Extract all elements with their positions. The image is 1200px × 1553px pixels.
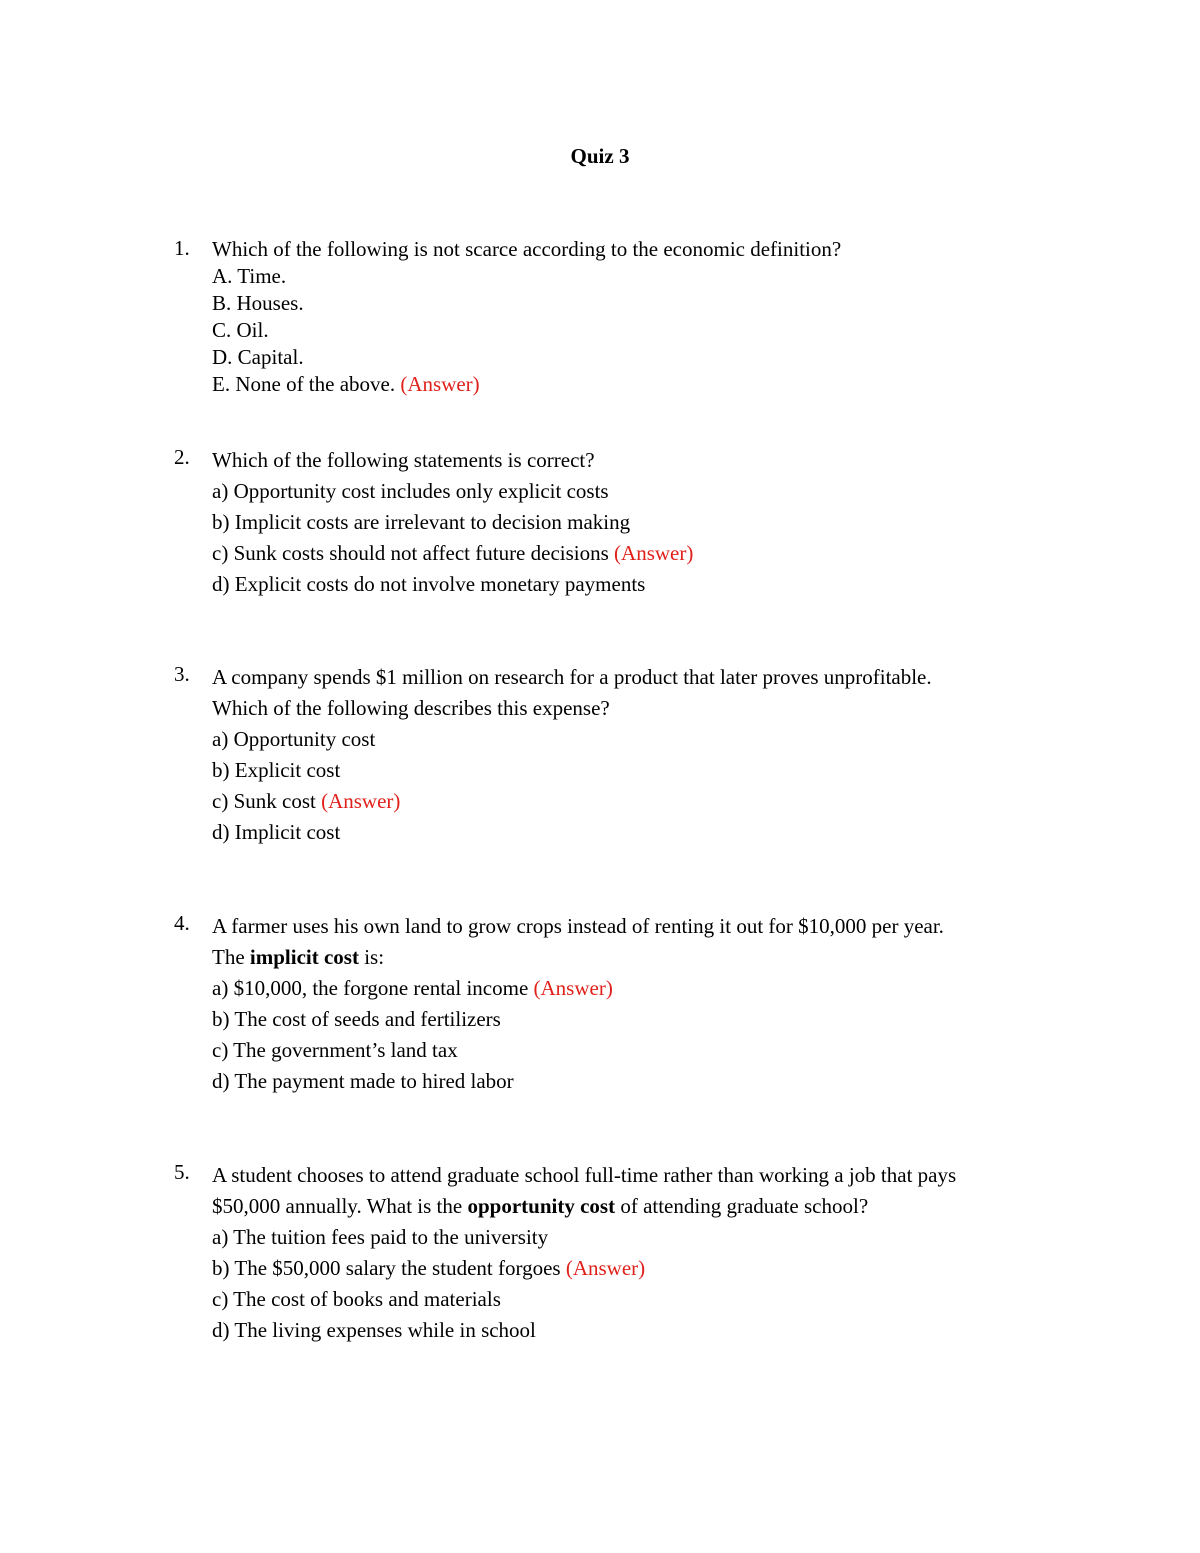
stem-text: $50,000 annually. What is the xyxy=(212,1194,468,1218)
option-text: b) The $50,000 salary the student forgoes xyxy=(212,1256,566,1280)
option-b xyxy=(212,290,1074,317)
question-number: 2. xyxy=(174,445,190,469)
option-c xyxy=(212,1035,1074,1066)
question-number: 4. xyxy=(174,911,190,935)
option-a xyxy=(212,263,1074,290)
option-text: d) Implicit cost xyxy=(212,820,341,844)
option-a xyxy=(212,476,1074,507)
option-text: E. None of the above. xyxy=(212,372,401,396)
option-a xyxy=(212,724,1074,755)
question-3 xyxy=(174,662,1074,848)
question-1 xyxy=(174,236,1074,398)
option-text: a) Opportunity cost includes only explicit costs xyxy=(212,479,609,503)
page-title: Quiz 3 xyxy=(570,144,630,168)
option-c xyxy=(212,1284,1074,1315)
option-text: d) The payment made to hired labor xyxy=(212,1069,514,1093)
option-text: b) Explicit cost xyxy=(212,758,341,782)
question-5 xyxy=(174,1160,1074,1346)
question-stem: Which of the following describes this expense? xyxy=(212,696,610,720)
answer-marker: (Answer) xyxy=(565,1256,646,1280)
stem-emphasis: implicit cost xyxy=(249,945,359,969)
option-c xyxy=(212,538,1074,569)
stem-text: of attending graduate school? xyxy=(615,1194,869,1218)
question-stem: Which of the following is not scarce according to the economic definition? xyxy=(212,237,842,261)
option-text: c) Sunk costs should not affect future decisions xyxy=(212,541,615,565)
option-b xyxy=(212,1253,1074,1284)
option-text: d) Explicit costs do not involve monetary payments xyxy=(212,572,646,596)
option-text: A. Time. xyxy=(212,264,287,288)
question-stem xyxy=(212,1191,1074,1222)
option-d xyxy=(212,817,1074,848)
option-text: b) Implicit costs are irrelevant to decision making xyxy=(212,510,631,534)
question-number: 1. xyxy=(174,236,190,260)
answer-marker: (Answer) xyxy=(533,976,613,1000)
option-c xyxy=(212,317,1074,344)
option-text: a) The tuition fees paid to the university xyxy=(212,1225,549,1249)
option-b xyxy=(212,507,1074,538)
question-stem: A student chooses to attend graduate school full-time rather than working a job that pays xyxy=(212,1163,957,1187)
stem-text: The xyxy=(212,945,250,969)
option-text: c) The government’s land tax xyxy=(212,1038,458,1062)
option-e xyxy=(212,371,1074,398)
option-c xyxy=(212,786,1074,817)
option-text: D. Capital. xyxy=(212,345,304,369)
option-text: B. Houses. xyxy=(212,291,304,315)
option-text: c) The cost of books and materials xyxy=(212,1287,501,1311)
question-stem: Which of the following statements is correct? xyxy=(212,448,595,472)
option-text: a) Opportunity cost xyxy=(212,727,376,751)
option-text: a) $10,000, the forgone rental income xyxy=(212,976,534,1000)
question-stem: A farmer uses his own land to grow crops instead of renting it out for $10,000 per year. xyxy=(212,914,944,938)
option-d xyxy=(212,344,1074,371)
stem-emphasis: opportunity cost xyxy=(467,1194,616,1218)
question-2 xyxy=(174,445,1074,600)
option-d xyxy=(212,1315,1074,1346)
option-text: C. Oil. xyxy=(212,318,269,342)
answer-marker: (Answer) xyxy=(400,372,480,396)
question-number: 5. xyxy=(174,1160,190,1184)
option-d xyxy=(212,569,1074,600)
question-4 xyxy=(174,911,1074,1097)
option-text: c) Sunk cost xyxy=(212,789,322,813)
answer-marker: (Answer) xyxy=(614,541,694,565)
option-a xyxy=(212,1222,1074,1253)
option-b xyxy=(212,1004,1074,1035)
question-number: 3. xyxy=(174,662,190,686)
option-b xyxy=(212,755,1074,786)
option-a xyxy=(212,973,1074,1004)
question-stem: A company spends $1 million on research for a product that later proves unprofitable. xyxy=(212,665,932,689)
question-stem xyxy=(212,942,1074,973)
stem-text: is: xyxy=(358,945,385,969)
option-text: d) The living expenses while in school xyxy=(212,1318,536,1342)
option-text: b) The cost of seeds and fertilizers xyxy=(212,1007,501,1031)
answer-marker: (Answer) xyxy=(321,789,401,813)
option-d xyxy=(212,1066,1074,1097)
